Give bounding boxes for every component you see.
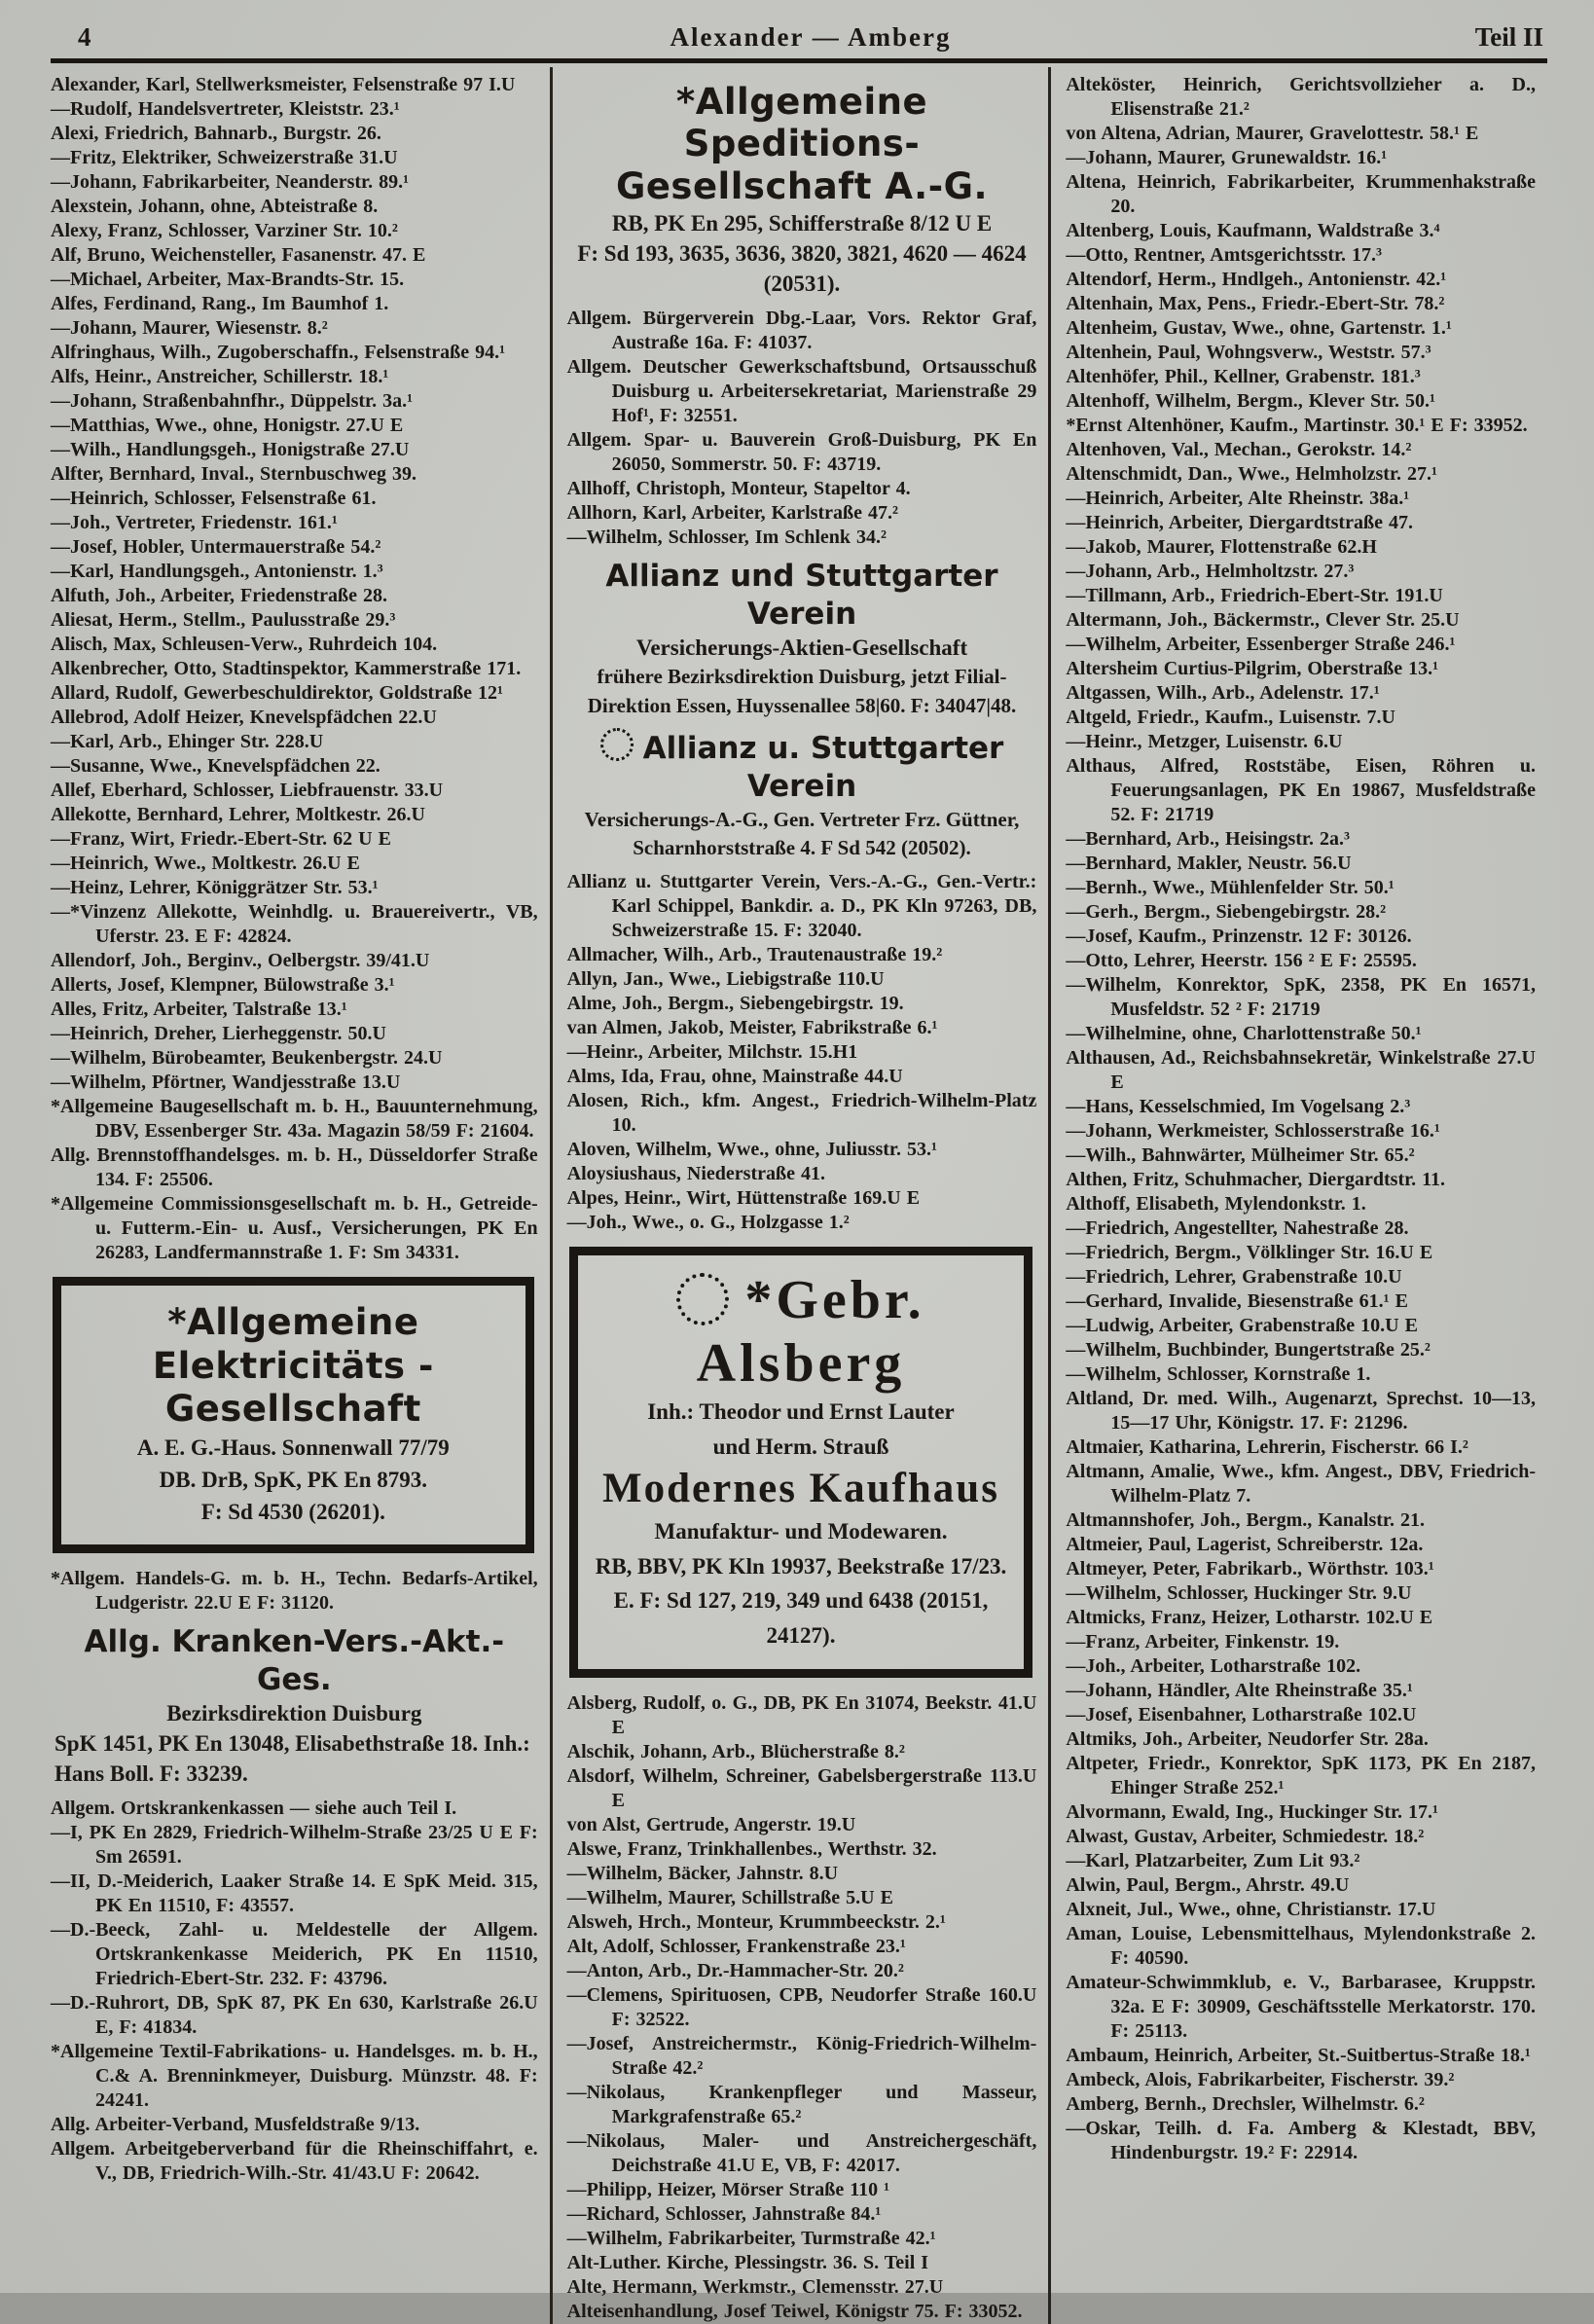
directory-entry: —I, PK En 2829, Friedrich-Wilhelm-Straße 23/25 U E F: Sm 26591.	[51, 1822, 538, 1869]
directory-entry: Alwin, Paul, Bergm., Ahrstr. 49.U	[1066, 1873, 1350, 1896]
directory-entry: Alte, Hermann, Werkmstr., Clemensstr. 27.U	[566, 2275, 944, 2298]
wreath-icon	[676, 1273, 729, 1325]
directory-entry: Alexander, Karl, Stellwerksmeister, Felsenstraße 97 I.U	[51, 73, 516, 95]
directory-entry: —Wilhelm, Schlosser, Im Schlenk 34.²	[566, 526, 888, 548]
directory-entry: Allg. Brennstoffhandelsges. m. b. H., Düsseldorfer Straße 134. F: 25506.	[51, 1144, 538, 1190]
directory-entry: Allef, Eberhard, Schlosser, Liebfrauenstr. 33.U	[51, 779, 444, 801]
directory-entry: Alteisenhandlung, Josef Teiwel, Königstr 75. F: 33052.	[566, 2300, 1023, 2322]
directory-entry: —Susanne, Wwe., Knevelspfädchen 22.	[51, 754, 380, 777]
wreath-icon	[600, 728, 634, 761]
directory-entry: —Friedrich, Angestellter, Nahestraße 28.	[1066, 1216, 1409, 1239]
ad-text: DB. DrB, SpK, PK En 8793.	[159, 1467, 428, 1492]
ad-line	[567, 806, 1037, 863]
directory-entry: —Friedrich, Lehrer, Grabenstraße 10.U	[1066, 1265, 1402, 1288]
ad-line	[51, 1623, 538, 1699]
directory-entry: Aloysiushaus, Niederstraße 41.	[566, 1163, 826, 1185]
column-1	[51, 67, 550, 2324]
page-part-label: Teil II	[1474, 22, 1543, 52]
directory-entry: Altenhöfer, Phil., Kellner, Grabenstr. 181.³	[1066, 365, 1421, 387]
directory-entry: Allgem. Spar- u. Bauverein Groß-Duisburg, PK En 26050, Sommerstr. 50. F: 43719.	[566, 428, 1037, 475]
directory-entry: —Jakob, Maurer, Flottenstraße 62.H	[1066, 535, 1377, 558]
directory-entry: —Rudolf, Handelsvertreter, Kleiststr. 23.¹	[51, 97, 400, 120]
ad-line	[567, 728, 1037, 806]
ad-text: Versicherungs-A.-G., Gen. Vertreter Frz. Güttner, Scharnhorststraße 4. F Sd 542 (20502).	[584, 807, 1020, 860]
ad-line	[51, 1728, 538, 1789]
directory-entry: *Ernst Altenhöner, Kaufm., Martinstr. 30.¹ E F: 33952.	[1066, 414, 1528, 436]
directory-entry: Alswe, Franz, Trinkhallenbes., Werthstr. 32.	[566, 1837, 937, 1860]
directory-entry: Allendorf, Joh., Berginv., Oelbergstr. 39/41.U	[51, 949, 430, 971]
directory-entry: Allgem. Bürgerverein Dbg.-Laar, Vors. Rektor Graf, Austraße 16a. F: 41037.	[566, 307, 1037, 353]
directory-entry: —Nikolaus, Krankenpfleger und Masseur, Markgrafenstraße 65.²	[566, 2081, 1037, 2127]
directory-entry: —Franz, Arbeiter, Finkenstr. 19.	[1066, 1630, 1340, 1652]
directory-entry: —Gerh., Bergm., Siebengebirgstr. 28.²	[1066, 900, 1387, 923]
directory-entry: —Bernhard, Makler, Neustr. 56.U	[1066, 852, 1352, 874]
directory-entry: —Ludwig, Arbeiter, Grabenstraße 10.U E	[1066, 1314, 1418, 1336]
directory-entry: Alpes, Heinr., Wirt, Hüttenstraße 169.U E	[566, 1187, 921, 1210]
directory-columns	[51, 67, 1547, 2322]
directory-entry: Altermann, Joh., Bäckermstr., Clever Str. 25.U	[1066, 608, 1460, 631]
directory-entry: —Franz, Wirt, Friedr.-Ebert-Str. 62 U E	[51, 827, 391, 850]
directory-entry: —Wilhelmine, ohne, Charlottenstraße 50.¹	[1066, 1022, 1422, 1044]
directory-entry: Aloven, Wilhelm, Wwe., ohne, Juliusstr. 53.¹	[566, 1139, 937, 1161]
ad-text: frühere Bezirksdirektion Duisburg, jetzt Filial-Direktion Essen, Huyssenallee 58|60. F: 34047|48.	[587, 665, 1017, 717]
directory-entry: Alsweh, Hrch., Monteur, Krummbeeckstr. 2.¹	[566, 1910, 946, 1933]
directory-entry: —Heinrich, Dreher, Lierheggenstr. 50.U	[51, 1022, 387, 1044]
directory-entry: —Joh., Vertreter, Friedenstr. 161.¹	[51, 511, 338, 533]
directory-entry: Allekotte, Bernhard, Lehrer, Moltkestr. 26.U	[51, 803, 425, 825]
directory-entry: Althen, Fritz, Schuhmacher, Diergardtstr. 11.	[1066, 1168, 1446, 1190]
column-2	[550, 67, 1049, 2324]
directory-entry: Altersheim Curtius-Pilgrim, Oberstraße 13.¹	[1066, 657, 1439, 679]
directory-entry: —Wilhelm, Bäcker, Jahnstr. 8.U	[566, 1862, 839, 1884]
directory-entry: —Tillmann, Arb., Friedrich-Ebert-Str. 191.U	[1066, 584, 1443, 606]
directory-entry: —Heinr., Arbeiter, Milchstr. 15.H1	[566, 1041, 858, 1064]
directory-entry: —Heinrich, Arbeiter, Alte Rheinstr. 38a.¹	[1066, 487, 1410, 509]
ad-text: Inh.: Theodor und Ernst Lauter	[647, 1399, 955, 1425]
directory-entry: Alfringhaus, Wilh., Zugoberschaffn., Felsenstraße 94.¹	[51, 341, 506, 363]
directory-entry: Altmeier, Paul, Lagerist, Schreiberstr. 12a.	[1066, 1533, 1424, 1555]
directory-entry: Alfs, Heinr., Anstreicher, Schillerstr. 18.¹	[51, 365, 389, 387]
directory-entry: —Fritz, Elektriker, Schweizerstraße 31.U	[51, 146, 398, 168]
directory-entry: —Clemens, Spirituosen, CPB, Neudorfer Straße 160.U F: 32522.	[566, 1983, 1037, 2030]
directory-entry: —Wilhelm, Schlosser, Kornstraße 1.	[1066, 1362, 1371, 1385]
directory-entry: Alteköster, Heinrich, Gerichtsvollzieher a. D., Elisenstraße 21.²	[1066, 73, 1536, 120]
directory-entry: —Josef, Kaufm., Prinzenstr. 12 F: 30126.	[1066, 925, 1412, 947]
directory-entry: Allerts, Josef, Klempner, Bülowstraße 3.¹	[51, 973, 395, 996]
directory-entry: Alvormann, Ewald, Ing., Huckinger Str. 17.¹	[1066, 1800, 1439, 1823]
directory-entry: —Gerhard, Invalide, Biesenstraße 61.¹ E	[1066, 1289, 1408, 1312]
ad-text: Speditions-Gesellschaft A.-G.	[615, 123, 989, 207]
directory-entry: Amateur-Schwimmklub, e. V., Barbarasee, Kruppstr. 32a. E F: 30909, Geschäftsstelle Merkatorstr. 170. F: 25113.	[1066, 1971, 1536, 2042]
directory-entry: —Johann, Maurer, Wiesenstr. 8.²	[51, 316, 328, 339]
ad-line	[588, 1464, 1015, 1514]
ad-line	[567, 238, 1037, 299]
directory-entry: Alf, Bruno, Weichensteller, Fasanenstr. 47. E	[51, 243, 426, 266]
ad-line	[588, 1430, 1015, 1465]
directory-entry: —Wilhelm, Schlosser, Huckinger Str. 9.U	[1066, 1581, 1412, 1604]
directory-entry: Alexi, Friedrich, Bahnarb., Burgstr. 26.	[51, 122, 381, 144]
ad-line	[567, 633, 1037, 663]
directory-entry: Altmaier, Katharina, Lehrerin, Fischerstr. 66 I.²	[1066, 1435, 1468, 1458]
directory-entry: *Allgem. Handels-G. m. b. H., Techn. Bedarfs-Artikel, Ludgeristr. 22.U E F: 31120.	[51, 1567, 538, 1614]
directory-entry: —Wilhelm, Pförtner, Wandjesstraße 13.U	[51, 1071, 401, 1093]
directory-entry: von Alst, Gertrude, Angerstr. 19.U	[566, 1813, 856, 1835]
directory-entry: Amberg, Bernh., Drechsler, Wilhelmstr. 6.²	[1066, 2092, 1425, 2115]
directory-entry: —Matthias, Wwe., ohne, Honigstr. 27.U E	[51, 414, 404, 436]
directory-entry: —Johann, Händler, Alte Rheinstraße 35.¹	[1066, 1679, 1413, 1701]
ad-line	[567, 81, 1037, 124]
directory-entry: Alfes, Ferdinand, Rang., Im Baumhof 1.	[51, 292, 389, 314]
directory-entry: Altmicks, Franz, Heizer, Lotharstr. 102.U E	[1066, 1606, 1433, 1628]
directory-entry: Alisch, Max, Schleusen-Verw., Ruhrdeich 104.	[51, 633, 438, 655]
ad-text: und Herm. Strauß	[712, 1434, 889, 1459]
directory-entry: Allgem. Ortskrankenkassen — siehe auch Teil I.	[51, 1797, 457, 1820]
directory-entry: Alt, Adolf, Schlosser, Frankenstraße 23.¹	[566, 1935, 906, 1957]
directory-entry: —Otto, Lehrer, Heerstr. 156 ² E F: 25595.	[1066, 949, 1417, 971]
ad-line	[567, 123, 1037, 207]
directory-entry: —Karl, Arb., Ehinger Str. 228.U	[51, 730, 324, 752]
directory-entry: Alosen, Rich., kfm. Angest., Friedrich-Wilhelm-Platz 10.	[566, 1090, 1037, 1137]
ad-text: Allianz und Stuttgarter Verein	[605, 558, 998, 632]
directory-entry: Allhorn, Karl, Arbeiter, Karlstraße 47.²	[566, 501, 898, 524]
ad-line	[588, 1395, 1015, 1430]
directory-entry: Altenhoven, Val., Mechan., Gerokstr. 14.²	[1066, 438, 1412, 460]
directory-entry: —Josef, Hobler, Untermauerstraße 54.²	[51, 535, 381, 558]
directory-entry: Aman, Louise, Lebensmittelhaus, Mylendonkstraße 2. F: 40590.	[1066, 1922, 1536, 1969]
directory-entry: Altenheim, Gustav, Wwe., ohne, Gartenstr. 1.¹	[1066, 316, 1452, 339]
directory-entry: Allyn, Jan., Wwe., Liebigstraße 110.U	[566, 968, 885, 991]
directory-entry: Altgassen, Wilh., Arb., Adelenstr. 17.¹	[1066, 681, 1380, 704]
directory-entry: Allmacher, Wilh., Arb., Trautenaustraße 19.²	[566, 944, 943, 966]
directory-entry: von Altena, Adrian, Maurer, Gravelottestr. 58.¹ E	[1066, 122, 1479, 144]
ad-line	[567, 558, 1037, 634]
directory-entry: Altenhain, Max, Pens., Friedr.-Ebert-Str. 78.²	[1066, 292, 1445, 314]
directory-entry: —II, D.-Meiderich, Laaker Straße 14. E SpK Meid. 315, PK En 11510, F: 43557.	[51, 1870, 538, 1917]
directory-entry: —Michael, Arbeiter, Max-Brandts-Str. 15.	[51, 268, 405, 290]
ad-text: SpK 1451, PK En 13048, Elisabethstraße 18. Inh.: Hans Boll. F: 33239.	[54, 1731, 530, 1787]
directory-entry: Altenhein, Paul, Wohngsverw., Weststr. 57.³	[1066, 341, 1431, 363]
directory-entry: —D.-Ruhrort, DB, SpK 87, PK En 630, Karlstraße 26.U E, F: 41834.	[51, 1992, 538, 2039]
ad-line	[567, 663, 1037, 720]
directory-entry: Alsberg, Rudolf, o. G., DB, PK En 31074, Beekstr. 41.U E	[566, 1691, 1037, 1738]
directory-entry: Ambeck, Alois, Fabrikarbeiter, Fischerstr. 39.²	[1066, 2068, 1455, 2090]
page-header	[51, 18, 1547, 63]
ad-text: Elektricitäts - Gesellschaft	[152, 1345, 434, 1430]
ad-text: F: Sd 4530 (26201).	[200, 1499, 385, 1524]
directory-entry: —Wilh., Bahnwärter, Mülheimer Str. 65.²	[1066, 1144, 1415, 1166]
directory-entry: —Heinr., Metzger, Luisenstr. 6.U	[1066, 730, 1343, 752]
directory-entry: Altena, Heinrich, Fabrikarbeiter, Krummenhakstraße 20.	[1066, 170, 1536, 217]
kranken-vers-ad	[51, 1623, 538, 1790]
directory-entry: —Josef, Anstreichermstr., König-Friedrich-Wilhelm-Straße 42.²	[566, 2032, 1037, 2079]
ad-text: *Allgemeine	[167, 1300, 419, 1343]
allianz-stuttgarter-ad	[567, 558, 1037, 720]
ad-line	[71, 1345, 516, 1430]
directory-entry: Alwast, Gustav, Arbeiter, Schmiedestr. 18.²	[1066, 1825, 1425, 1847]
directory-entry: —Wilhelm, Buchbinder, Bungertstraße 25.²	[1066, 1338, 1431, 1361]
directory-entry: —Otto, Rentner, Amtsgerichtsstr. 17.³	[1066, 243, 1383, 266]
directory-entry: *Allgemeine Baugesellschaft m. b. H., Bauunternehmung, DBV, Essenberger Str. 43a. Magazin 58/59 F: 21604.	[51, 1095, 538, 1142]
column-3	[1048, 67, 1547, 2324]
directory-entry: —Anton, Arb., Dr.-Hammacher-Str. 20.²	[566, 1959, 904, 1981]
directory-entry: Alexstein, Johann, ohne, Abteistraße 8.	[51, 195, 379, 217]
directory-entry: —Philipp, Heizer, Mörser Straße 110 ¹	[566, 2178, 890, 2200]
directory-entry: —Josef, Eisenbahner, Lotharstraße 102.U	[1066, 1703, 1417, 1725]
directory-entry: —Joh., Arbeiter, Lotharstraße 102.	[1066, 1654, 1361, 1677]
directory-entry: —Johann, Arb., Helmholtzstr. 27.³	[1066, 560, 1355, 582]
directory-entry: Altenberg, Louis, Kaufmann, Waldstraße 3.⁴	[1066, 219, 1440, 241]
directory-entry: —Heinz, Lehrer, Königgrätzer Str. 53.¹	[51, 876, 379, 898]
directory-entry: Allebrod, Adolf Heizer, Knevelspfädchen 22.U	[51, 706, 437, 728]
directory-entry: —Johann, Fabrikarbeiter, Neanderstr. 89.¹	[51, 170, 410, 193]
directory-entry: Alsdorf, Wilhelm, Schreiner, Gabelsbergerstraße 113.U E	[566, 1764, 1037, 1811]
ad-text: Allianz u. Stuttgarter Verein	[642, 731, 1004, 804]
directory-entry: Alxneit, Jul., Wwe., ohne, Christianstr. 17.U	[1066, 1898, 1436, 1920]
directory-entry: Alt-Luther. Kirche, Plessingstr. 36. S. Teil I	[566, 2251, 929, 2273]
directory-entry: Ambaum, Heinrich, Arbeiter, St.-Suitbertus-Straße 18.¹	[1066, 2044, 1531, 2066]
speditions-ad	[567, 81, 1037, 299]
ad-text: Manufaktur- und Modewaren.	[654, 1519, 948, 1544]
page-number: 4	[78, 22, 91, 52]
directory-entry: *Allgemeine Commissionsgesellschaft m. b. H., Getreide- u. Futterm.-Ein- u. Ausf., Versicherungen, PK En 26283, Landfermannstraße 1. F: Sm 34331.	[51, 1192, 538, 1263]
directory-entry: —Wilhelm, Fabrikarbeiter, Turmstraße 42.¹	[566, 2227, 936, 2249]
directory-entry: *Allgemeine Textil-Fabrikations- u. Handelsges. m. b. H., C.& A. Brenninkmeyer, Duisburg. Münzstr. 48. F: 24241.	[51, 2041, 538, 2112]
ad-text: Allg. Kranken-Vers.-Akt.-Ges.	[84, 1623, 505, 1697]
directory-entry: Allianz u. Stuttgarter Verein, Vers.-A.-G., Gen.-Vertr.: Karl Schippel, Bankdir. a. D., PK Kln 97263, DB, Schweizerstraße 15. F: 32040.	[566, 871, 1037, 942]
directory-entry: Altgeld, Friedr., Kaufm., Luisenstr. 7.U	[1066, 706, 1395, 728]
page-title: Alexander — Amberg	[670, 22, 952, 52]
directory-entry: —Karl, Handlungsgeh., Antonienstr. 1.³	[51, 560, 383, 582]
ad-line	[71, 1301, 516, 1344]
ad-line	[567, 208, 1037, 238]
ad-text: Bezirksdirektion Duisburg	[166, 1701, 422, 1726]
ad-text: Modernes Kaufhaus	[602, 1466, 999, 1512]
gebr-alsberg-ad	[569, 1247, 1033, 1677]
directory-entry: Althoff, Elisabeth, Mylendonkstr. 1.	[1066, 1192, 1366, 1215]
directory-entry: —Heinrich, Schlosser, Felsenstraße 61.	[51, 487, 377, 509]
directory-entry: Allhoff, Christoph, Monteur, Stapeltor 4.	[566, 477, 911, 499]
directory-entry: Altland, Dr. med. Wilh., Augenarzt, Sprechst. 10—13, 15—17 Uhr, Königstr. 17. F: 21296.	[1066, 1387, 1536, 1434]
ad-text: RB, BBV, PK Kln 19937, Beekstraße 17/23. E. F: Sd 127, 219, 349 und 6438 (20151, 24127).	[595, 1553, 1007, 1648]
ad-line	[588, 1514, 1015, 1549]
ad-text: A. E. G.-Haus. Sonnenwall 77/79	[136, 1434, 450, 1460]
directory-entry: —Wilh., Handlungsgeh., Honigstraße 27.U	[51, 438, 410, 460]
allianz-stuttgarter-vertreter-ad	[567, 728, 1037, 862]
directory-entry: —Nikolaus, Maler- und Anstreichergeschäft, Deichstraße 41.U E, VB, F: 42017.	[566, 2129, 1037, 2176]
directory-entry: Altmiks, Joh., Arbeiter, Neudorfer Str. 28a.	[1066, 1727, 1429, 1750]
directory-entry: Allgem. Arbeitgeberverband für die Rheinschiffahrt, e. V., DB, Friedrich-Wilh.-Str. 41/43.U F: 20642.	[51, 2138, 538, 2185]
directory-entry: Alme, Joh., Bergm., Siebengebirgstr. 19.	[566, 993, 904, 1015]
directory-entry: —Wilhelm, Arbeiter, Essenberger Straße 246.¹	[1066, 633, 1456, 655]
directory-entry: Aliesat, Herm., Stellm., Paulusstraße 29.³	[51, 608, 396, 631]
directory-entry: —*Vinzenz Allekotte, Weinhdlg. u. Brauereivertr., VB, Uferstr. 23. E F: 42824.	[51, 900, 538, 947]
aeg-ad	[53, 1277, 534, 1553]
ad-text: *Gebr. Alsberg	[696, 1270, 925, 1394]
ad-line	[71, 1497, 516, 1527]
directory-entry: Alfuth, Joh., Arbeiter, Friedenstraße 28.	[51, 584, 388, 606]
directory-entry: Althaus, Alfred, Roststäbe, Eisen, Röhren u. Feuerungsanlagen, PK En 19867, Musfeldstraße 52. F: 21719	[1066, 754, 1536, 825]
directory-entry: Alles, Fritz, Arbeiter, Talstraße 13.¹	[51, 998, 347, 1020]
directory-entry: —Wilhelm, Konrektor, SpK, 2358, PK En 16571, Musfeldstr. 52 ² F: 21719	[1066, 973, 1536, 1020]
directory-entry: Altmeyer, Peter, Fabrikarb., Wörthstr. 103.¹	[1066, 1557, 1434, 1580]
directory-entry: —Richard, Schlosser, Jahnstraße 84.¹	[566, 2202, 882, 2225]
directory-entry: Althausen, Ad., Reichsbahnsekretär, Winkelstraße 27.U E	[1066, 1046, 1536, 1093]
directory-entry: —Bernhard, Arb., Heisingstr. 2a.³	[1066, 827, 1350, 850]
directory-entry: Allard, Rudolf, Gewerbeschuldirektor, Goldstraße 12¹	[51, 681, 504, 704]
directory-entry: —Bernh., Wwe., Mühlenfelder Str. 50.¹	[1066, 876, 1395, 898]
directory-entry: Altpeter, Friedr., Konrektor, SpK 1173, PK En 2187, Ehinger Straße 252.¹	[1066, 1752, 1536, 1798]
directory-entry: —Joh., Wwe., o. G., Holzgasse 1.²	[566, 1212, 850, 1234]
ad-line	[71, 1433, 516, 1463]
ad-line	[588, 1549, 1015, 1653]
directory-entry: Altendorf, Herm., Hndlgeh., Antonienstr. 42.¹	[1066, 268, 1447, 290]
directory-entry: —Oskar, Teilh. d. Fa. Amberg & Klestadt, BBV, Hindenburgstr. 19.² F: 22914.	[1066, 2117, 1536, 2163]
directory-entry: Altenhoff, Wilhelm, Bergm., Klever Str. 50.¹	[1066, 389, 1435, 412]
directory-entry: van Almen, Jakob, Meister, Fabrikstraße 6.¹	[566, 1017, 938, 1039]
ad-line	[71, 1465, 516, 1495]
directory-entry: Allg. Arbeiter-Verband, Musfeldstraße 9/13.	[51, 2114, 420, 2136]
ad-text: RB, PK En 295, Schifferstraße 8/12 U E	[611, 210, 993, 236]
ad-text: F: Sd 193, 3635, 3636, 3820, 3821, 4620 — 4624 (20531).	[577, 240, 1027, 296]
directory-entry: —Wilhelm, Bürobeamter, Beukenbergstr. 24.U	[51, 1046, 443, 1069]
directory-entry: Alschik, Johann, Arb., Blücherstraße 8.²	[566, 1740, 905, 1762]
ad-text: Versicherungs-Aktien-Gesellschaft	[635, 635, 968, 661]
directory-entry: —Johann, Maurer, Grunewaldstr. 16.¹	[1066, 146, 1388, 168]
directory-entry: —D.-Beeck, Zahl- u. Meldestelle der Allgem. Ortskrankenkasse Meiderich, PK En 11510, Friedrich-Ebert-Str. 232. F: 43796.	[51, 1919, 538, 1990]
directory-entry: —Hans, Kesselschmied, Im Vogelsang 2.³	[1066, 1095, 1411, 1117]
ad-text: *Allgemeine	[675, 80, 928, 123]
directory-entry: Alfter, Bernhard, Inval., Sternbuschweg 39.	[51, 462, 417, 485]
directory-entry: —Karl, Platzarbeiter, Zum Lit 93.²	[1066, 1849, 1360, 1871]
directory-entry: —Heinrich, Arbeiter, Diergardtstraße 47.	[1066, 511, 1413, 533]
ad-line	[51, 1698, 538, 1728]
directory-entry: —Heinrich, Wwe., Moltkestr. 26.U E	[51, 852, 360, 874]
directory-entry: Altmann, Amalie, Wwe., kfm. Angest., DBV, Friedrich-Wilhelm-Platz 7.	[1066, 1460, 1536, 1507]
directory-entry: Alexy, Franz, Schlosser, Varziner Str. 10.²	[51, 219, 398, 241]
ad-line	[588, 1269, 1015, 1395]
directory-entry: Alkenbrecher, Otto, Stadtinspektor, Kammerstraße 171.	[51, 657, 522, 679]
directory-entry: —Johann, Straßenbahnfhr., Düppelstr. 3a.¹	[51, 389, 414, 412]
directory-entry: —Johann, Werkmeister, Schlosserstraße 16.¹	[1066, 1119, 1440, 1142]
directory-entry: Allgem. Deutscher Gewerkschaftsbund, Ortsausschuß Duisburg u. Arbeitersekretariat, Marienstraße 29 Hof¹, F: 32551.	[566, 355, 1037, 426]
directory-entry: Altenschmidt, Dan., Wwe., Helmholzstr. 27.¹	[1066, 462, 1437, 485]
directory-entry: —Wilhelm, Maurer, Schillstraße 5.U E	[566, 1886, 893, 1908]
directory-entry: —Friedrich, Bergm., Völklinger Str. 16.U E	[1066, 1241, 1433, 1263]
directory-entry: Alms, Ida, Frau, ohne, Mainstraße 44.U	[566, 1066, 903, 1088]
directory-entry: Altmannshofer, Joh., Bergm., Kanalstr. 21.	[1066, 1508, 1425, 1531]
